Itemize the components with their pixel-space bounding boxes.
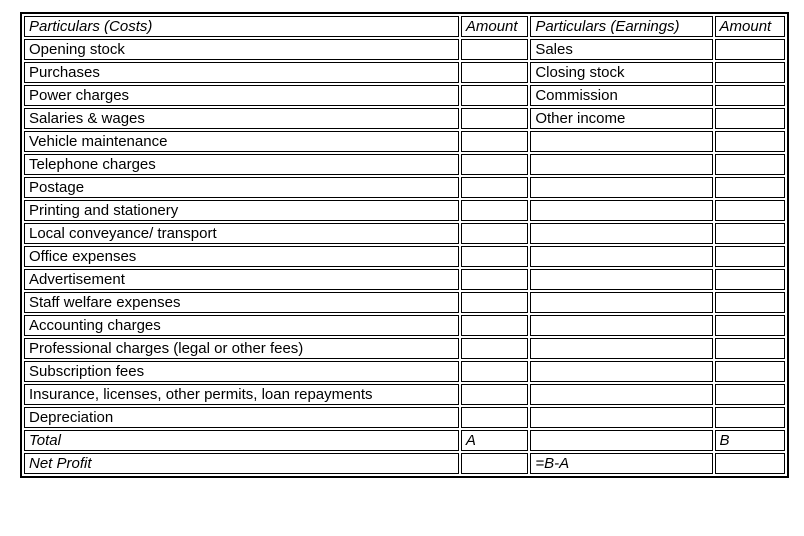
earning-particular (530, 407, 712, 428)
table-row (24, 39, 785, 60)
cost-amount-cell (461, 177, 528, 198)
header-row (24, 16, 785, 37)
net-profit-earning-amount (715, 453, 785, 474)
header-amount-earnings: Amount (715, 16, 785, 37)
earning-amount-cell (715, 108, 785, 129)
cost-amount-cell (461, 200, 528, 221)
earning-particular (530, 269, 712, 290)
net-profit-row (24, 453, 785, 474)
cost-particular: Power charges (24, 85, 459, 106)
earning-amount-cell (715, 177, 785, 198)
table-row (24, 108, 785, 129)
earning-particular: Sales (530, 39, 712, 60)
cost-amount-cell (461, 62, 528, 83)
earning-amount-cell (715, 338, 785, 359)
earning-amount-cell (715, 407, 785, 428)
earning-particular (530, 292, 712, 313)
net-profit-label: Net Profit (24, 453, 459, 474)
cost-amount-cell (461, 108, 528, 129)
earning-particular (530, 177, 712, 198)
table-row (24, 154, 785, 175)
cost-particular: Postage (24, 177, 459, 198)
cost-amount-cell (461, 315, 528, 336)
cost-particular: Vehicle maintenance (24, 131, 459, 152)
cost-particular: Telephone charges (24, 154, 459, 175)
cost-particular: Subscription fees (24, 361, 459, 382)
cost-particular: Advertisement (24, 269, 459, 290)
cost-amount-cell (461, 361, 528, 382)
total-earning-particular (530, 430, 712, 451)
cost-particular: Staff welfare expenses (24, 292, 459, 313)
earning-amount-cell (715, 315, 785, 336)
earning-amount-cell (715, 384, 785, 405)
total-row (24, 430, 785, 451)
profit-loss-table (20, 12, 789, 478)
earning-amount-cell (715, 85, 785, 106)
cost-particular: Opening stock (24, 39, 459, 60)
table-row (24, 384, 785, 405)
earning-amount-cell (715, 292, 785, 313)
earning-particular (530, 154, 712, 175)
net-profit-cost-amount (461, 453, 528, 474)
earning-particular (530, 246, 712, 267)
cost-particular: Office expenses (24, 246, 459, 267)
cost-amount-cell (461, 39, 528, 60)
cost-particular: Purchases (24, 62, 459, 83)
table-row (24, 338, 785, 359)
cost-amount-cell (461, 223, 528, 244)
cost-amount-cell (461, 384, 528, 405)
cost-amount-cell (461, 269, 528, 290)
earning-particular (530, 361, 712, 382)
table-row (24, 62, 785, 83)
earning-particular (530, 200, 712, 221)
cost-particular: Accounting charges (24, 315, 459, 336)
earning-particular (530, 315, 712, 336)
earning-amount-cell (715, 246, 785, 267)
total-label: Total (24, 430, 459, 451)
cost-amount-cell (461, 85, 528, 106)
earning-amount-cell (715, 62, 785, 83)
cost-particular: Insurance, licenses, other permits, loan repayments (24, 384, 459, 405)
cost-particular: Printing and stationery (24, 200, 459, 221)
net-profit-formula: =B-A (530, 453, 712, 474)
cost-particular: Professional charges (legal or other fees) (24, 338, 459, 359)
earning-amount-cell (715, 223, 785, 244)
header-earnings: Particulars (Earnings) (530, 16, 712, 37)
earning-amount-cell (715, 154, 785, 175)
cost-amount-cell (461, 407, 528, 428)
table-row (24, 269, 785, 290)
total-cost-amount: A (461, 430, 528, 451)
table-row (24, 131, 785, 152)
earning-amount-cell (715, 131, 785, 152)
table-row (24, 315, 785, 336)
cost-amount-cell (461, 338, 528, 359)
table-row (24, 85, 785, 106)
earning-particular (530, 223, 712, 244)
earning-particular (530, 338, 712, 359)
table-row (24, 361, 785, 382)
table-row (24, 223, 785, 244)
table-row (24, 246, 785, 267)
earning-amount-cell (715, 200, 785, 221)
cost-amount-cell (461, 292, 528, 313)
cost-particular: Salaries & wages (24, 108, 459, 129)
table-row (24, 407, 785, 428)
cost-amount-cell (461, 131, 528, 152)
earning-amount-cell (715, 361, 785, 382)
table-row (24, 177, 785, 198)
earning-amount-cell (715, 39, 785, 60)
table-row (24, 200, 785, 221)
cost-amount-cell (461, 154, 528, 175)
earning-particular: Closing stock (530, 62, 712, 83)
header-costs: Particulars (Costs) (24, 16, 459, 37)
total-earning-amount: B (715, 430, 785, 451)
earning-particular (530, 384, 712, 405)
earning-amount-cell (715, 269, 785, 290)
earning-particular (530, 131, 712, 152)
earning-particular: Commission (530, 85, 712, 106)
cost-amount-cell (461, 246, 528, 267)
header-amount-costs: Amount (461, 16, 528, 37)
table-row (24, 292, 785, 313)
cost-particular: Depreciation (24, 407, 459, 428)
cost-particular: Local conveyance/ transport (24, 223, 459, 244)
earning-particular: Other income (530, 108, 712, 129)
